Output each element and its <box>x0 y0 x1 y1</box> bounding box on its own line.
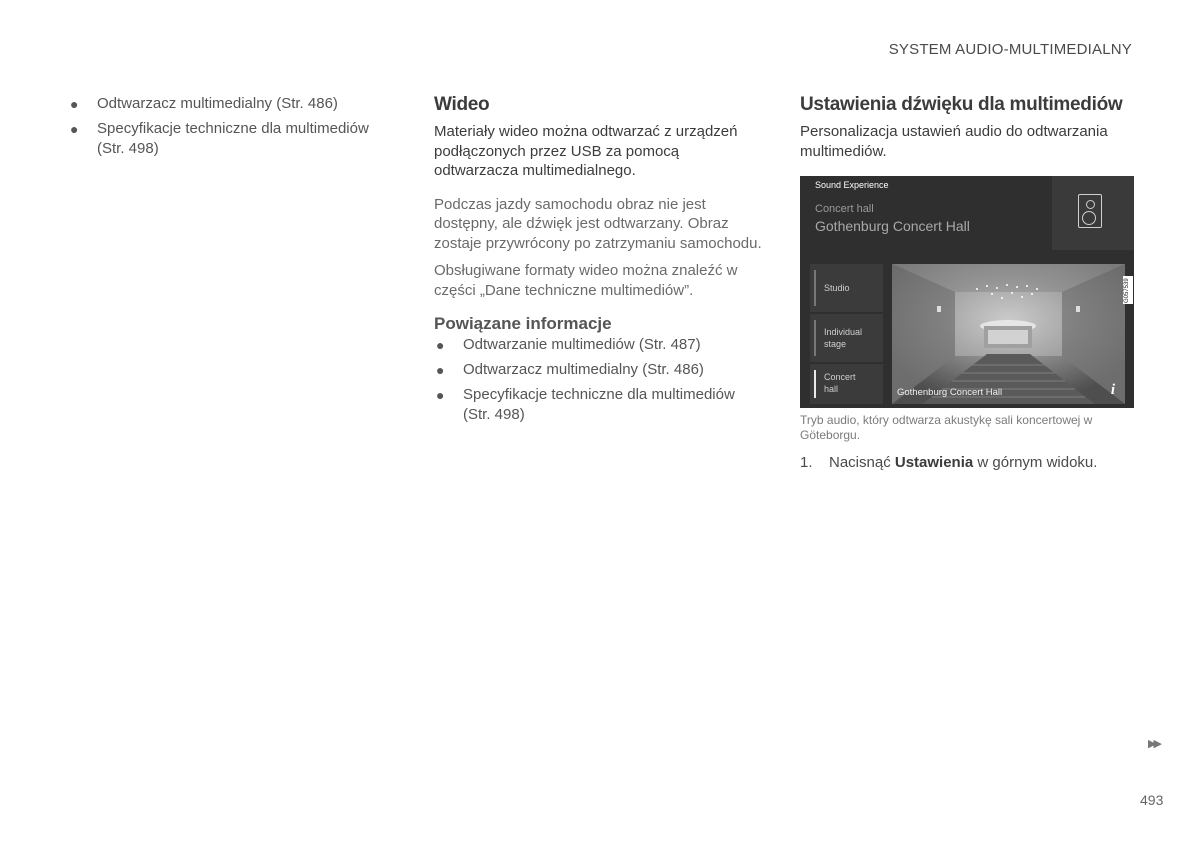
column-3 <box>800 94 1134 471</box>
section-title: Ustawienia dźwięku dla multimediów <box>800 94 1123 115</box>
link-text[interactable]: Specyfikacje techniczne dla multimediów (Str. 498) <box>97 120 369 157</box>
link-text[interactable]: Odtwarzacz multimedialny (Str. 486) <box>97 95 338 112</box>
speaker-icon <box>1078 194 1102 228</box>
list-item <box>68 94 378 114</box>
section-title: Wideo <box>434 94 490 115</box>
page-number: 493 <box>1140 792 1164 808</box>
option-label: Studio <box>824 283 850 293</box>
sound-experience-screen <box>800 176 1134 408</box>
figure-caption: Tryb audio, który odtwarza akustykę sali koncertowej w Göteborgu. <box>800 413 1093 442</box>
lead-paragraph: Materiały wideo można odtwarzać z urządzeń podłączonych przez USB za pomocą odtwarzacza multimedialnego. <box>434 123 738 179</box>
body-paragraph: Podczas jazdy samochodu obraz nie jest dostępny, ale dźwięk jest odtwarzany. Obraz zostaje przywrócony po zatrzymaniu samochodu. <box>434 195 762 252</box>
section-header: SYSTEM AUDIO-MULTIMEDIALNY <box>888 41 1132 58</box>
column-2 <box>434 94 764 430</box>
settings-term: Ustawienia <box>894 454 974 471</box>
link-text[interactable]: Odtwarzanie multimediów (Str. 487) <box>463 336 701 353</box>
screen-selected-mode: Gothenburg Concert Hall <box>815 218 970 234</box>
option-label: Individual stage <box>824 327 863 349</box>
body-paragraph: Obsługiwane formaty wideo można znaleźć w części „Dane techniczne multimediów”. <box>434 262 738 299</box>
list-item <box>434 335 764 355</box>
bullet-icon: ● <box>70 121 79 137</box>
related-title: Powiązane informacje <box>434 314 612 333</box>
option-concert-hall[interactable] <box>810 364 883 404</box>
bullet-icon: ● <box>436 337 445 353</box>
bullet-icon: ● <box>436 387 445 403</box>
bullet-icon: ● <box>70 96 79 112</box>
list-item <box>434 385 764 425</box>
link-text[interactable]: Odtwarzacz multimedialny (Str. 486) <box>463 361 704 378</box>
screen-subtitle: Concert hall <box>815 203 874 215</box>
screen-title: Sound Experience <box>815 180 889 190</box>
option-studio[interactable] <box>810 264 883 312</box>
option-label: Concert hall <box>824 372 856 394</box>
related-list <box>434 335 764 425</box>
speaker-tile[interactable] <box>1052 176 1134 250</box>
list-item <box>434 360 764 380</box>
step-number: 1. <box>800 454 813 471</box>
bullet-icon: ● <box>436 362 445 378</box>
lead-paragraph: Personalizacja ustawień audio do odtwarzania multimediów. <box>800 123 1108 160</box>
concert-hall-illustration <box>892 264 1125 404</box>
link-text[interactable]: Specyfikacje techniczne dla multimediów (Str. 498) <box>463 386 735 423</box>
option-individual-stage[interactable] <box>810 314 883 362</box>
continue-arrow-icon: ▶▶ <box>1148 738 1159 750</box>
list-item <box>68 119 378 159</box>
image-caption: Gothenburg Concert Hall <box>897 387 1003 398</box>
bullet-list <box>68 94 378 159</box>
info-icon[interactable]: i <box>1110 382 1115 398</box>
instruction-step: 1. Nacisnąć Ustawienia w górnym widoku. <box>800 454 1098 471</box>
concert-hall-image <box>892 264 1125 404</box>
column-1 <box>68 94 378 164</box>
image-reference-code: G057539 <box>1123 276 1133 304</box>
